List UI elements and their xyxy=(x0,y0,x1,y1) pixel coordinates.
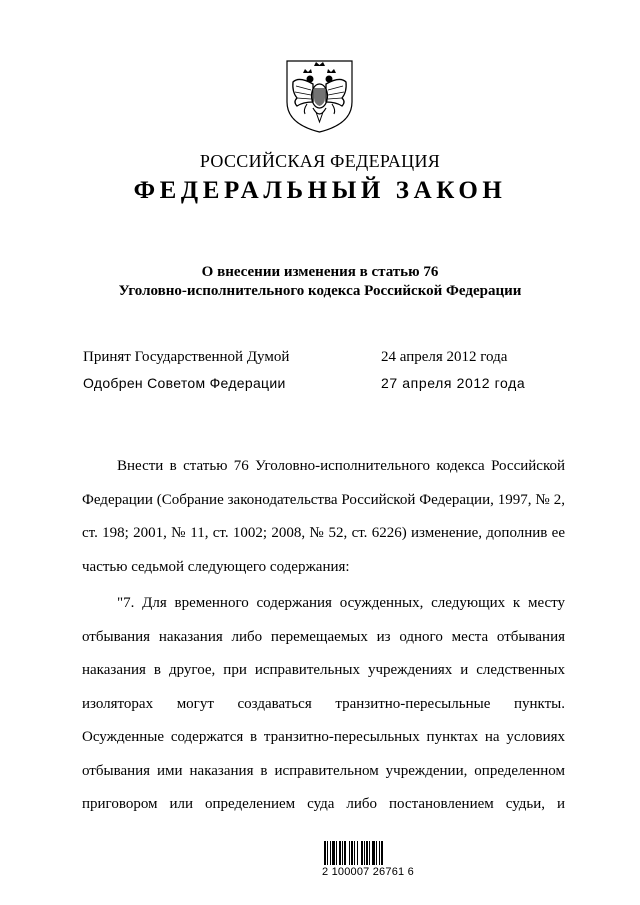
law-title-line-2: Уголовно-исполнительного кодекса Российской Федерации xyxy=(118,283,522,299)
adoption-label: Одобрен Советом Федерации xyxy=(83,375,286,391)
law-title xyxy=(0,263,640,301)
state-name: РОССИЙСКАЯ ФЕДЕРАЦИЯ xyxy=(199,151,441,171)
coat-of-arms-emblem-icon xyxy=(283,58,356,134)
law-type-heading: ФЕДЕРАЛЬНЫЙ ЗАКОН xyxy=(133,177,507,204)
adoption-date: 24 апреля 2012 года xyxy=(381,349,508,365)
adoption-date: 27 апреля 2012 года xyxy=(381,375,526,391)
law-title-line-1: О внесении изменения в статью 76 xyxy=(201,264,439,280)
body-paragraph-2: "7. Для временного содержания осужденных, следующих к месту отбывания наказания либо перемещаемых из одного места отбывания наказания в другое, при исправительных учреждениях и следственных изоляторах могут создаваться транзитно-пересыльные пункты. Осужденные содержатся в транзитно-пересыльных пунктах на условиях отбывания ими наказания в исправительном учреждении, определенном приговором или определением суда либо постановлением судьи, и xyxy=(82,595,565,812)
barcode-digits: 2 100007 26761 6 xyxy=(322,866,414,878)
adoption-label: Принят Государственной Думой xyxy=(83,349,290,365)
barcode-icon xyxy=(324,841,390,865)
body-paragraph-1: Внести в статью 76 Уголовно-исполнительного кодекса Российской Федерации (Собрание законодательства Российской Федерации, 1997, № 2, ст. 198; 2001, № 11, ст. 1002; 2008, № 52, ст. 6226) изменение, дополнив ее частью седьмой следующего содержания: xyxy=(82,458,565,575)
